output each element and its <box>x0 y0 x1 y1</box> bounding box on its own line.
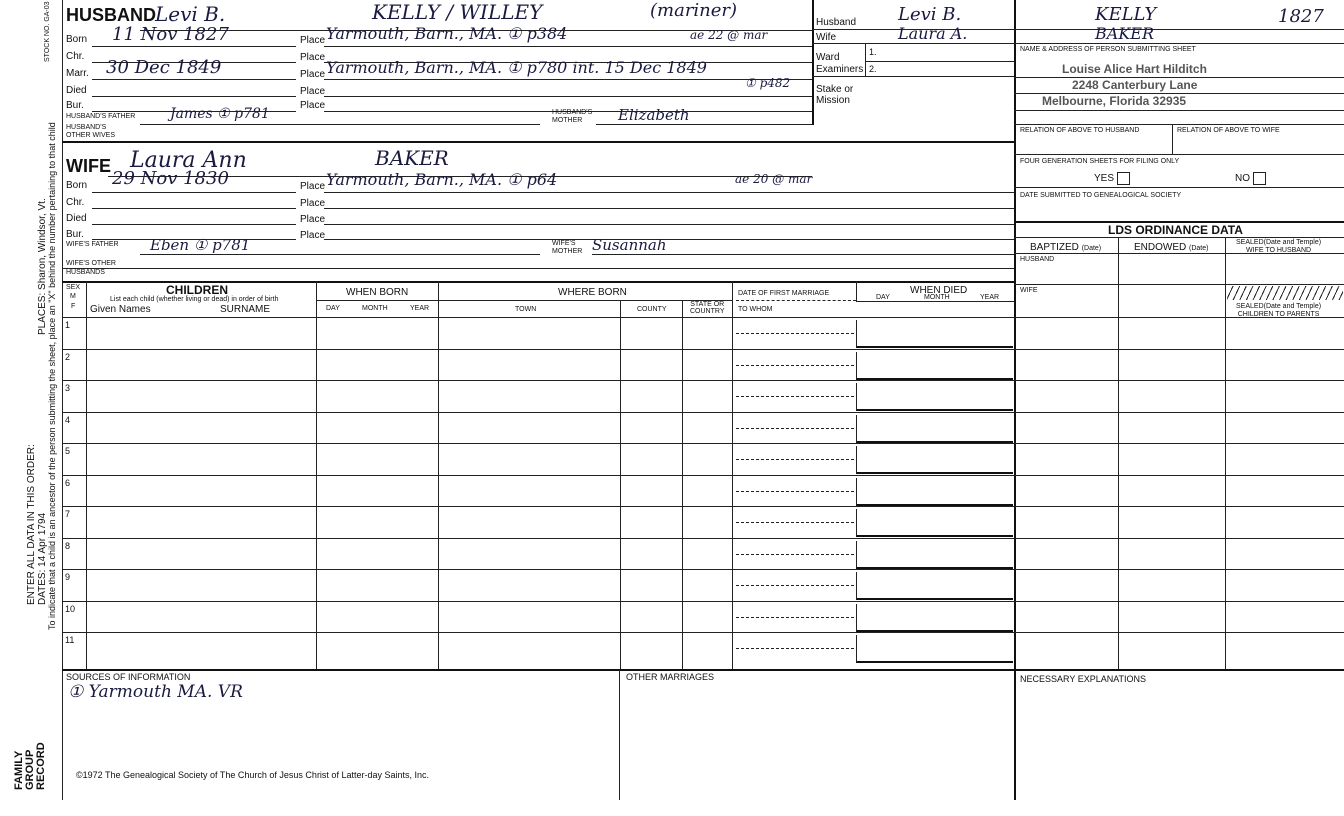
row-separator <box>62 601 1344 602</box>
wife-given-name: Laura Ann <box>130 148 247 173</box>
enter-order-note: ENTER ALL DATA IN THIS ORDER: <box>26 444 37 605</box>
summary-husband-surname: KELLY <box>1095 4 1157 25</box>
summary-husband-year: 1827 <box>1278 6 1324 27</box>
husband-born-date: 11 Nov 1827 <box>112 24 229 45</box>
header-divider <box>812 0 814 125</box>
husband-born-extra: ae 22 @ mar <box>690 28 768 42</box>
when-born-label: WHEN BORN <box>346 287 409 298</box>
given-names-label: Given Names <box>90 304 151 315</box>
child-row-number: 8 <box>65 541 71 551</box>
child-row-number: 7 <box>65 509 71 519</box>
wife-father-name: Eben ① p781 <box>150 236 251 254</box>
husband-marriage-place: Yarmouth, Barn., MA. ① p780 int. 15 Dec 1849 <box>326 58 707 77</box>
four-generation-label: FOUR GENERATION SHEETS FOR FILING ONLY <box>1020 158 1180 165</box>
child-row-number: 5 <box>65 446 71 456</box>
first-marriage-label: DATE OF FIRST MARRIAGE <box>738 290 830 297</box>
when-died-cell[interactable] <box>856 446 1013 474</box>
row-separator <box>62 317 1344 318</box>
when-died-cell[interactable] <box>856 320 1013 348</box>
died-day-label: DAY <box>876 294 890 301</box>
row-separator <box>62 412 1344 413</box>
row-separator <box>62 349 1344 350</box>
row-separator <box>62 443 1344 444</box>
row-separator <box>62 475 1344 476</box>
marriage-dash-line <box>736 648 854 649</box>
when-died-cell[interactable] <box>856 635 1013 663</box>
wife-bur-label: Bur. <box>66 229 84 240</box>
when-died-cell[interactable] <box>856 572 1013 600</box>
hatched-cell <box>1227 286 1343 300</box>
husband-marr-label: Marr. <box>66 68 89 79</box>
child-row-number: 1 <box>65 320 71 330</box>
sealed-wife-to-husband-label: SEALED(Date and Temple) WIFE TO HUSBAND <box>1236 239 1322 254</box>
husband-chr-label: Chr. <box>66 51 85 62</box>
marriage-dash-line <box>736 333 854 334</box>
child-row-number: 3 <box>65 383 71 393</box>
places-note: PLACES: Sharon, Windsor, Vt. <box>37 198 48 335</box>
husband-mother-name: Elizabeth <box>618 106 690 124</box>
husband-father-name: James ① p781 <box>170 106 270 122</box>
row-separator <box>62 632 1344 633</box>
husband-bur-place-label: Place <box>300 100 326 111</box>
when-died-cell[interactable] <box>856 352 1013 380</box>
sources-text: ① Yarmouth MA. VR <box>68 682 243 702</box>
husband-born-label: Born <box>66 34 88 45</box>
husband-mother-label: HUSBAND'S MOTHER <box>552 109 593 124</box>
born-month-label: MONTH <box>362 305 388 312</box>
sources-label: SOURCES OF INFORMATION <box>66 672 191 682</box>
marriage-dash-line <box>736 396 854 397</box>
husband-chr-place-label: Place <box>300 52 326 63</box>
examiners-label: Examiners <box>816 64 864 75</box>
child-row-number: 4 <box>65 415 71 425</box>
endowed-label: ENDOWED (Date) <box>1134 242 1209 253</box>
row-separator <box>62 506 1344 507</box>
copyright-notice: ©1972 The Genealogical Society of The Church of Jesus Christ of Latter-day Saints, Inc. <box>76 770 429 780</box>
child-row-number: 9 <box>65 572 71 582</box>
wife-chr-place-label: Place <box>300 198 326 209</box>
wife-bur-place-label: Place <box>300 230 326 241</box>
wife-father-label: WIFE'S FATHER <box>66 241 119 248</box>
summary-wife-label: Wife <box>816 32 836 43</box>
submitter-label: NAME & ADDRESS OF PERSON SUBMITTING SHEET <box>1020 46 1196 53</box>
left-border <box>62 0 63 800</box>
husband-marriage-date: 30 Dec 1849 <box>106 57 222 78</box>
summary-wife-given: Laura A. <box>898 24 968 43</box>
marriage-dash-line <box>736 491 854 492</box>
husband-died-place-label: Place <box>300 86 326 97</box>
yes-checkbox[interactable]: YES <box>1094 172 1130 185</box>
child-row-number: 2 <box>65 352 71 362</box>
marriage-dash-line <box>736 428 854 429</box>
wife-born-extra: ae 20 @ mar <box>735 172 813 186</box>
children-subtitle: List each child (whether living or dead) in order of birth <box>110 296 279 303</box>
surname-label: SURNAME <box>220 304 271 315</box>
marriage-dash-line <box>736 522 854 523</box>
ward-label: Ward <box>816 52 840 63</box>
husband-marr-place-label: Place <box>300 69 326 80</box>
when-died-cell[interactable] <box>856 541 1013 569</box>
submitter-city: Melbourne, Florida 32935 <box>1042 94 1187 108</box>
mission-label: Mission <box>816 95 850 106</box>
no-checkbox[interactable]: NO <box>1235 172 1266 185</box>
husband-born-place-label: Place <box>300 35 326 46</box>
when-died-cell[interactable] <box>856 415 1013 443</box>
to-whom-label: TO WHOM <box>738 306 773 313</box>
wife-died-label: Died <box>66 213 87 224</box>
children-title: CHILDREN <box>166 283 228 297</box>
lds-ordinance-title: LDS ORDINANCE DATA <box>1108 223 1243 237</box>
summary-wife-surname: BAKER <box>1095 24 1154 43</box>
summary-husband-given: Levi B. <box>898 4 962 25</box>
when-died-cell[interactable] <box>856 604 1013 632</box>
submitter-name: Louise Alice Hart Hilditch <box>1062 62 1207 76</box>
wife-mother-label: WIFE'S MOTHER <box>552 240 583 255</box>
child-row-number: 6 <box>65 478 71 488</box>
necessary-explanations-label: NECESSARY EXPLANATIONS <box>1020 674 1147 684</box>
relation-husband-label: RELATION OF ABOVE TO HUSBAND <box>1020 127 1140 134</box>
family-group-record-title: FAMILY GROUP RECORD <box>13 742 47 790</box>
examiner-2: 2. <box>869 64 877 74</box>
wife-mother-name: Susannah <box>592 236 667 254</box>
when-died-cell[interactable] <box>856 509 1013 537</box>
relation-wife-label: RELATION OF ABOVE TO WIFE <box>1177 127 1280 134</box>
other-marriages-label: OTHER MARRIAGES <box>626 672 715 682</box>
when-died-cell[interactable] <box>856 383 1013 411</box>
marriage-dash-line <box>736 459 854 460</box>
row-separator <box>62 538 1344 539</box>
wife-surname: BAKER <box>375 146 449 170</box>
wife-died-place-label: Place <box>300 214 326 225</box>
sex-label: SEX <box>66 284 81 291</box>
stock-number: STOCK NO. GA-03 <box>44 1 51 62</box>
row-separator <box>62 380 1344 381</box>
child-row-number: 10 <box>65 604 76 614</box>
husband-other-wives-label: HUSBAND'S OTHER WIVES <box>66 124 116 139</box>
husband-father-label: HUSBAND'S FATHER <box>66 113 136 120</box>
died-month-label: MONTH <box>924 294 950 301</box>
date-submitted-label: DATE SUBMITTED TO GENEALOGICAL SOCIETY <box>1020 192 1182 199</box>
county-label: COUNTY <box>637 306 667 313</box>
sex-f-label: F <box>71 303 76 310</box>
marriage-dash-line <box>736 554 854 555</box>
right-section-divider <box>1014 0 1016 800</box>
when-died-cell[interactable] <box>856 478 1013 506</box>
dates-note: DATES: 14 Apr 1794 <box>37 512 48 605</box>
summary-husband-label: Husband <box>816 17 857 28</box>
examiner-1: 1. <box>869 47 877 57</box>
stake-label: Stake or <box>816 84 854 95</box>
wife-chr-label: Chr. <box>66 197 85 208</box>
wife-label: WIFE <box>66 156 111 176</box>
indicate-note: To indicate that a child is an ancestor of the person submitting the sheet, place an "X" behind the number pertaining to that child <box>47 122 57 630</box>
husband-bur-label: Bur. <box>66 100 84 111</box>
lds-wife-row-label: WIFE <box>1020 287 1038 294</box>
wife-born-place-label: Place <box>300 181 326 192</box>
born-year-label: YEAR <box>410 305 430 312</box>
husband-marriage-extra: ① p482 <box>745 76 791 90</box>
sealed-children-to-parents-label: SEALED(Date and Temple) CHILDREN TO PARENTS <box>1236 303 1322 318</box>
husband-label: HUSBAND <box>66 5 156 25</box>
sex-m-label: M <box>70 293 76 300</box>
wife-born-date: 29 Nov 1830 <box>112 168 229 189</box>
where-born-label: WHERE BORN <box>558 287 627 298</box>
baptized-label: BAPTIZED (Date) <box>1030 242 1102 253</box>
died-year-label: YEAR <box>980 294 1000 301</box>
marriage-dash-line <box>736 585 854 586</box>
row-separator <box>62 569 1344 570</box>
submitter-street: 2248 Canterbury Lane <box>1072 78 1198 92</box>
husband-occupation: (mariner) <box>650 0 738 21</box>
marriage-dash-line <box>736 365 854 366</box>
husband-died-label: Died <box>66 85 87 96</box>
lds-husband-row-label: HUSBAND <box>1020 256 1055 263</box>
when-died-label: WHEN DIED <box>910 285 968 296</box>
born-day-label: DAY <box>326 305 340 312</box>
wife-born-place: Yarmouth, Barn., MA. ① p64 <box>326 170 558 189</box>
husband-surname: KELLY / WILLEY <box>372 0 543 24</box>
wife-other-husbands-label: WIFE'S OTHER HUSBANDS <box>66 260 116 276</box>
marriage-dash-line <box>736 617 854 618</box>
husband-born-place: Yarmouth, Barn., MA. ① p384 <box>326 24 568 43</box>
town-label: TOWN <box>515 306 537 313</box>
husband-given-name: Levi B. <box>155 2 226 26</box>
child-row-number: 11 <box>65 635 75 645</box>
state-country-label: STATE OR COUNTRY <box>690 301 725 315</box>
wife-born-label: Born <box>66 180 88 191</box>
